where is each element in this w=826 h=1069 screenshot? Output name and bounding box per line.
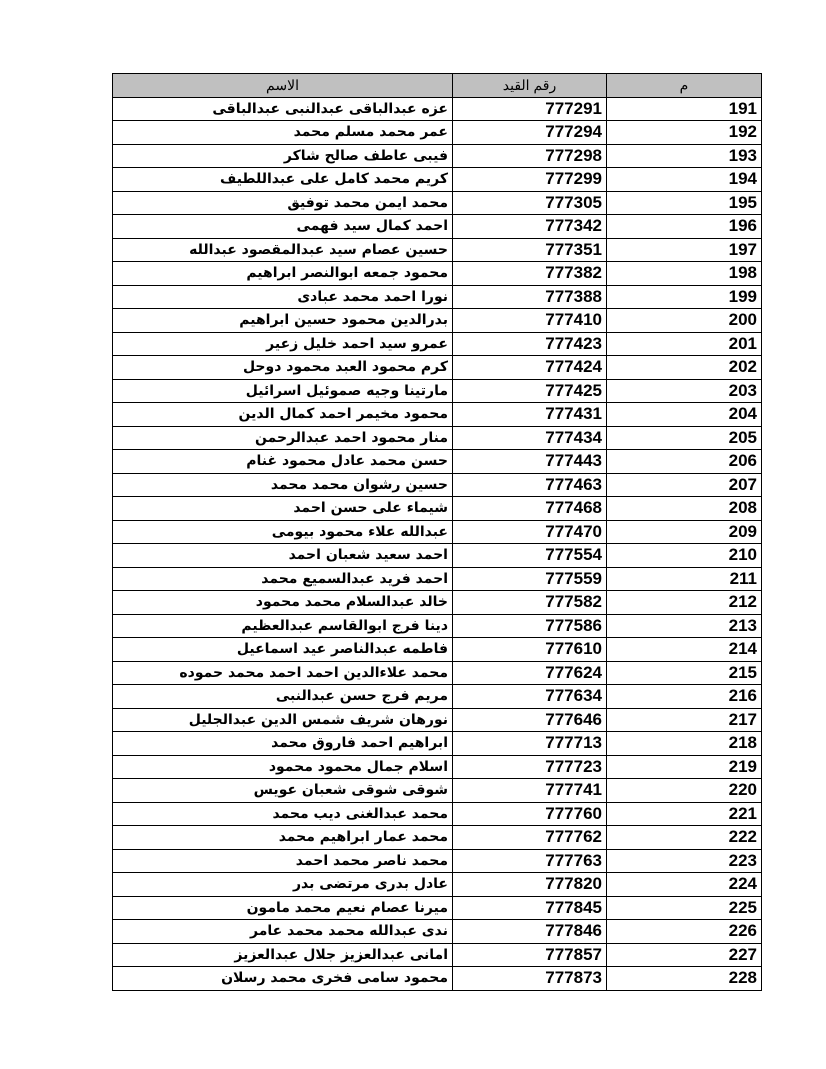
serial-number-cell: 209 (607, 520, 762, 544)
student-name-cell: مارتينا وجيه صموئيل اسرائيل (113, 379, 453, 403)
student-name-cell: كريم محمد كامل على عبداللطيف (113, 168, 453, 192)
serial-number-cell: 207 (607, 473, 762, 497)
serial-number-cell: 210 (607, 544, 762, 568)
serial-number-cell: 213 (607, 614, 762, 638)
serial-number-cell: 217 (607, 708, 762, 732)
serial-number-cell: 200 (607, 309, 762, 333)
student-name-cell: منار محمود احمد عبدالرحمن (113, 426, 453, 450)
registration-number-cell: 777723 (453, 755, 607, 779)
student-name-cell: عادل بدرى مرتضى بدر (113, 873, 453, 897)
registration-number-cell: 777586 (453, 614, 607, 638)
serial-number-cell: 204 (607, 403, 762, 427)
student-name-cell: احمد سعيد شعبان احمد (113, 544, 453, 568)
student-name-cell: شوقى شوقى شعبان عويس (113, 779, 453, 803)
student-name-cell: محمود جمعه ابوالنصر ابراهيم (113, 262, 453, 286)
serial-number-cell: 214 (607, 638, 762, 662)
registration-number-cell: 777857 (453, 943, 607, 967)
serial-number-cell: 201 (607, 332, 762, 356)
student-name-cell: بدرالدين محمود حسين ابراهيم (113, 309, 453, 333)
registration-number-cell: 777741 (453, 779, 607, 803)
registration-number-cell: 777434 (453, 426, 607, 450)
registration-number-cell: 777351 (453, 238, 607, 262)
registration-number-cell: 777470 (453, 520, 607, 544)
student-name-cell: كرم محمود العبد محمود دوحل (113, 356, 453, 380)
serial-number-cell: 206 (607, 450, 762, 474)
table-row (113, 638, 762, 662)
serial-number-cell: 203 (607, 379, 762, 403)
table-row (113, 450, 762, 474)
serial-number-cell: 215 (607, 661, 762, 685)
registration-number-cell: 777760 (453, 802, 607, 826)
serial-number-cell: 224 (607, 873, 762, 897)
header-registration-number: رقم القيد (453, 74, 607, 98)
table-row (113, 896, 762, 920)
student-name-cell: نورا احمد محمد عبادى (113, 285, 453, 309)
table-row (113, 403, 762, 427)
student-name-cell: امانى عبدالعزيز جلال عبدالعزيز (113, 943, 453, 967)
student-name-cell: ندى عبدالله محمد محمد عامر (113, 920, 453, 944)
student-name-cell: عمرو سيد احمد خليل زعير (113, 332, 453, 356)
table-body (113, 97, 762, 990)
student-name-cell: حسين عصام سيد عبدالمقصود عبدالله (113, 238, 453, 262)
students-table (112, 73, 762, 991)
table-row (113, 755, 762, 779)
table-row (113, 849, 762, 873)
table-row (113, 379, 762, 403)
table-row (113, 262, 762, 286)
registration-number-cell: 777299 (453, 168, 607, 192)
table-row (113, 520, 762, 544)
registration-number-cell: 777342 (453, 215, 607, 239)
table-row (113, 121, 762, 145)
table-row (113, 943, 762, 967)
student-name-cell: محمد علاءالدين احمد احمد محمد حموده (113, 661, 453, 685)
serial-number-cell: 216 (607, 685, 762, 709)
registration-number-cell: 777559 (453, 567, 607, 591)
student-name-cell: محمد عبدالغنى ديب محمد (113, 802, 453, 826)
serial-number-cell: 198 (607, 262, 762, 286)
registration-number-cell: 777468 (453, 497, 607, 521)
student-name-cell: فيبى عاطف صالح شاكر (113, 144, 453, 168)
serial-number-cell: 228 (607, 967, 762, 991)
serial-number-cell: 199 (607, 285, 762, 309)
table-row (113, 309, 762, 333)
serial-number-cell: 221 (607, 802, 762, 826)
serial-number-cell: 223 (607, 849, 762, 873)
table-row (113, 426, 762, 450)
registration-number-cell: 777294 (453, 121, 607, 145)
registration-number-cell: 777382 (453, 262, 607, 286)
serial-number-cell: 193 (607, 144, 762, 168)
table-row (113, 614, 762, 638)
registration-number-cell: 777582 (453, 591, 607, 615)
student-name-cell: حسين رشوان محمد محمد (113, 473, 453, 497)
registration-number-cell: 777820 (453, 873, 607, 897)
registration-number-cell: 777410 (453, 309, 607, 333)
registration-number-cell: 777873 (453, 967, 607, 991)
table-row (113, 732, 762, 756)
registration-number-cell: 777762 (453, 826, 607, 850)
registration-number-cell: 777713 (453, 732, 607, 756)
header-name: الاسم (113, 74, 453, 98)
registration-number-cell: 777424 (453, 356, 607, 380)
student-name-cell: محمد عمار ابراهيم محمد (113, 826, 453, 850)
student-name-cell: عبدالله علاء محمود بيومى (113, 520, 453, 544)
serial-number-cell: 202 (607, 356, 762, 380)
registration-number-cell: 777763 (453, 849, 607, 873)
table-row (113, 238, 762, 262)
table-row (113, 473, 762, 497)
table-row (113, 356, 762, 380)
registration-number-cell: 777463 (453, 473, 607, 497)
student-name-cell: احمد كمال سيد فهمى (113, 215, 453, 239)
table-row (113, 285, 762, 309)
student-name-cell: محمود سامى فخرى محمد رسلان (113, 967, 453, 991)
table-row (113, 708, 762, 732)
registration-number-cell: 777845 (453, 896, 607, 920)
table-row (113, 497, 762, 521)
registration-number-cell: 777298 (453, 144, 607, 168)
registration-number-cell: 777624 (453, 661, 607, 685)
registration-number-cell: 777443 (453, 450, 607, 474)
table-row (113, 544, 762, 568)
serial-number-cell: 208 (607, 497, 762, 521)
table-row (113, 144, 762, 168)
serial-number-cell: 197 (607, 238, 762, 262)
registration-number-cell: 777425 (453, 379, 607, 403)
registration-number-cell: 777291 (453, 97, 607, 121)
student-name-cell: فاطمه عبدالناصر عيد اسماعيل (113, 638, 453, 662)
registration-number-cell: 777634 (453, 685, 607, 709)
serial-number-cell: 218 (607, 732, 762, 756)
student-name-cell: شيماء على حسن احمد (113, 497, 453, 521)
serial-number-cell: 212 (607, 591, 762, 615)
table-row (113, 967, 762, 991)
student-name-cell: اسلام جمال محمود محمود (113, 755, 453, 779)
serial-number-cell: 192 (607, 121, 762, 145)
registration-number-cell: 777554 (453, 544, 607, 568)
student-list-sheet (112, 73, 761, 991)
serial-number-cell: 226 (607, 920, 762, 944)
registration-number-cell: 777646 (453, 708, 607, 732)
header-serial-number: م (607, 74, 762, 98)
table-row (113, 591, 762, 615)
registration-number-cell: 777388 (453, 285, 607, 309)
student-name-cell: مريم فرج حسن عبدالنبى (113, 685, 453, 709)
student-name-cell: عزه عبدالباقى عبدالنبى عبدالباقى (113, 97, 453, 121)
serial-number-cell: 225 (607, 896, 762, 920)
serial-number-cell: 205 (607, 426, 762, 450)
registration-number-cell: 777423 (453, 332, 607, 356)
student-name-cell: عمر محمد مسلم محمد (113, 121, 453, 145)
header-row (113, 74, 762, 98)
registration-number-cell: 777431 (453, 403, 607, 427)
table-row (113, 802, 762, 826)
serial-number-cell: 220 (607, 779, 762, 803)
serial-number-cell: 222 (607, 826, 762, 850)
table-row (113, 873, 762, 897)
table-row (113, 685, 762, 709)
table-row (113, 168, 762, 192)
student-name-cell: نورهان شريف شمس الدين عبدالجليل (113, 708, 453, 732)
table-row (113, 920, 762, 944)
student-name-cell: احمد فريد عبدالسميع محمد (113, 567, 453, 591)
student-name-cell: حسن محمد عادل محمود غنام (113, 450, 453, 474)
table-row (113, 215, 762, 239)
student-name-cell: ابراهيم احمد فاروق محمد (113, 732, 453, 756)
table-row (113, 567, 762, 591)
serial-number-cell: 211 (607, 567, 762, 591)
serial-number-cell: 191 (607, 97, 762, 121)
registration-number-cell: 777846 (453, 920, 607, 944)
student-name-cell: ميرنا عصام نعيم محمد مامون (113, 896, 453, 920)
student-name-cell: محمد ايمن محمد توفيق (113, 191, 453, 215)
table-row (113, 191, 762, 215)
student-name-cell: محمود مخيمر احمد كمال الدين (113, 403, 453, 427)
table-row (113, 661, 762, 685)
student-name-cell: دينا فرج ابوالقاسم عبدالعظيم (113, 614, 453, 638)
serial-number-cell: 219 (607, 755, 762, 779)
serial-number-cell: 227 (607, 943, 762, 967)
serial-number-cell: 194 (607, 168, 762, 192)
student-name-cell: محمد ناصر محمد احمد (113, 849, 453, 873)
table-row (113, 97, 762, 121)
registration-number-cell: 777305 (453, 191, 607, 215)
table-row (113, 779, 762, 803)
registration-number-cell: 777610 (453, 638, 607, 662)
serial-number-cell: 196 (607, 215, 762, 239)
student-name-cell: خالد عبدالسلام محمد محمود (113, 591, 453, 615)
serial-number-cell: 195 (607, 191, 762, 215)
table-row (113, 826, 762, 850)
table-row (113, 332, 762, 356)
